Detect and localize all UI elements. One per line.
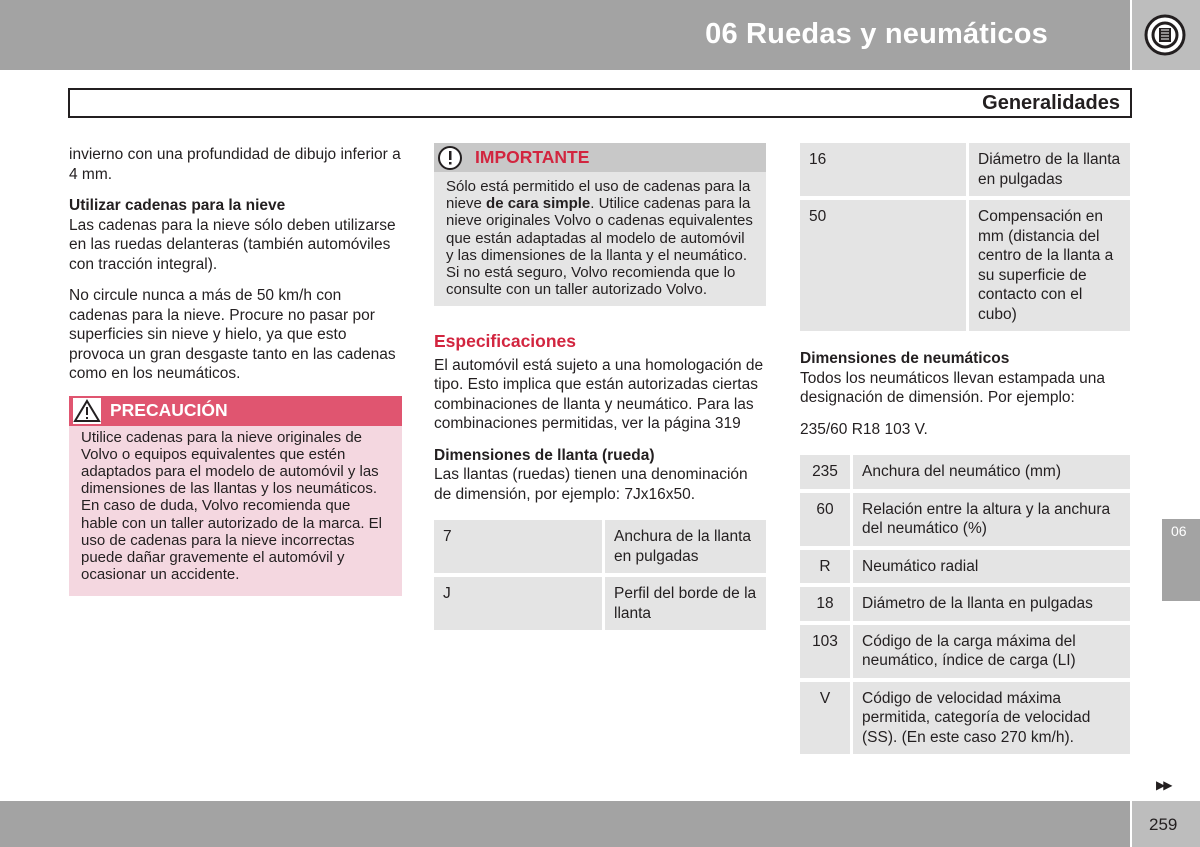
table-value: Relación entre la altura y la anchura del neumático (%): [853, 493, 1130, 546]
table-row: [434, 520, 766, 573]
table-key: 18: [800, 587, 853, 621]
table-key: 50: [800, 200, 969, 331]
subheading-tyres: Dimensiones de neumáticos: [800, 350, 1010, 367]
chapter-thumb-tab: [1162, 519, 1200, 601]
chapter-icon-box: [1132, 0, 1200, 70]
paragraph: El automóvil está sujeto a una homologación de tipo. Esto implica que están autorizadas ciertas combinaciones de llanta y neumático. Para las combinaciones permitidas, ver la página 319: [434, 356, 764, 433]
header-bar: [0, 0, 1130, 70]
table-row: [434, 577, 766, 630]
specifications-heading: Especificaciones: [434, 331, 577, 352]
subheading-rim: Dimensiones de llanta (rueda): [434, 446, 655, 464]
table-row: [800, 455, 1130, 489]
chapter-tab-number: 06: [1171, 523, 1187, 539]
tyre-table: [800, 451, 1130, 758]
tyre-icon: [1144, 14, 1186, 56]
warning-text: Utilice cadenas para la nieve originales de Volvo o equipos equivalentes que estén adaptados para el modelo de automóvil y las dimensiones de las llantas y los neumáticos. En caso de duda, Volvo recomienda que hable con un taller autorizado de la marca. El uso de cadenas para la nieve incorrectas puede dañar gravemente el automóvil y ocasionar un accidente.: [81, 428, 383, 584]
table-row: [800, 493, 1130, 546]
section-header: [68, 88, 1132, 118]
important-label: IMPORTANTE: [475, 147, 590, 167]
table-row: [800, 550, 1130, 584]
table-value: Anchura de la llanta en pulgadas: [605, 520, 766, 573]
subheading-chains: Utilizar cadenas para la nieve: [69, 197, 286, 214]
table-key: 7: [434, 520, 605, 573]
continue-arrows-icon: ▶▶: [1156, 778, 1171, 792]
rim-table: [434, 516, 766, 634]
table-key: R: [800, 550, 853, 584]
emphasis: de cara simple: [486, 195, 591, 213]
paragraph: Todos los neumáticos llevan estampada una designación de dimensión. Por ejemplo:: [800, 369, 1106, 406]
page-number: 259: [1149, 815, 1178, 834]
paragraph: invierno con una profundidad de dibujo inferior a 4 mm.: [69, 146, 401, 183]
warning-box: [69, 396, 402, 597]
table-key: V: [800, 682, 853, 755]
table-value: Perfil del borde de la llanta: [605, 577, 766, 630]
table-value: Compensación en mm (distancia del centro de la llanta a su superficie de contacto con el cubo): [969, 200, 1130, 331]
important-header: [434, 143, 766, 172]
tyre-example: 235/60 R18 103 V.: [800, 420, 928, 438]
table-row: [800, 587, 1130, 621]
paragraph: Las cadenas para la nieve sólo deben utilizarse en las ruedas delanteras (también automóviles con tracción integral).: [69, 216, 396, 273]
table-value: Anchura del neumático (mm): [853, 455, 1130, 489]
warning-header: [69, 396, 402, 426]
rim-table-continued: [800, 139, 1130, 335]
table-row: [800, 143, 1130, 196]
table-value: Diámetro de la llanta en pulgadas: [969, 143, 1130, 196]
table-key: 16: [800, 143, 969, 196]
table-row: [800, 682, 1130, 755]
page-number-box: [1132, 801, 1200, 847]
important-box: [434, 143, 766, 306]
table-key: 103: [800, 625, 853, 678]
table-value: Código de velocidad máxima permitida, categoría de velocidad (SS). (En este caso 270 km/h).: [853, 682, 1130, 755]
footer-bar: [0, 801, 1130, 847]
column-1: [69, 145, 402, 596]
table-key: 60: [800, 493, 853, 546]
warning-label: PRECAUCIÓN: [110, 399, 228, 420]
column-3: [800, 143, 1130, 758]
exclamation-icon: [437, 145, 463, 177]
paragraph: No circule nunca a más de 50 km/h con cadenas para la nieve. Procure no pasar por superficies sin nieve y hielo, ya que esto provoca un gran desgaste tanto en las cadenas como en los neumáticos.: [69, 287, 396, 382]
table-value: Neumático radial: [853, 550, 1130, 584]
table-key: J: [434, 577, 605, 630]
table-value: Código de la carga máxima del neumático, índice de carga (LI): [853, 625, 1130, 678]
table-key: 235: [800, 455, 853, 489]
section-title: Generalidades: [982, 92, 1120, 114]
important-text: Sólo está permitido el uso de cadenas para la nieve de cara simple. Utilice cadenas para la nieve originales Volvo o cadenas equivalentes que están adaptadas al modelo de automóvil y las dimensiones de la llanta y el neumático. Si no está seguro, Volvo recomienda que lo consulte con un taller autorizado Volvo.: [446, 178, 753, 299]
warning-triangle-icon: [73, 398, 101, 424]
paragraph: Las llantas (ruedas) tienen una denominación de dimensión, por ejemplo: 7Jx16x50.: [434, 466, 748, 503]
table-row: [800, 200, 1130, 331]
chapter-title: 06 Ruedas y neumáticos: [705, 18, 1048, 50]
table-value: Diámetro de la llanta en pulgadas: [853, 587, 1130, 621]
column-2: [434, 143, 766, 634]
table-row: [800, 625, 1130, 678]
